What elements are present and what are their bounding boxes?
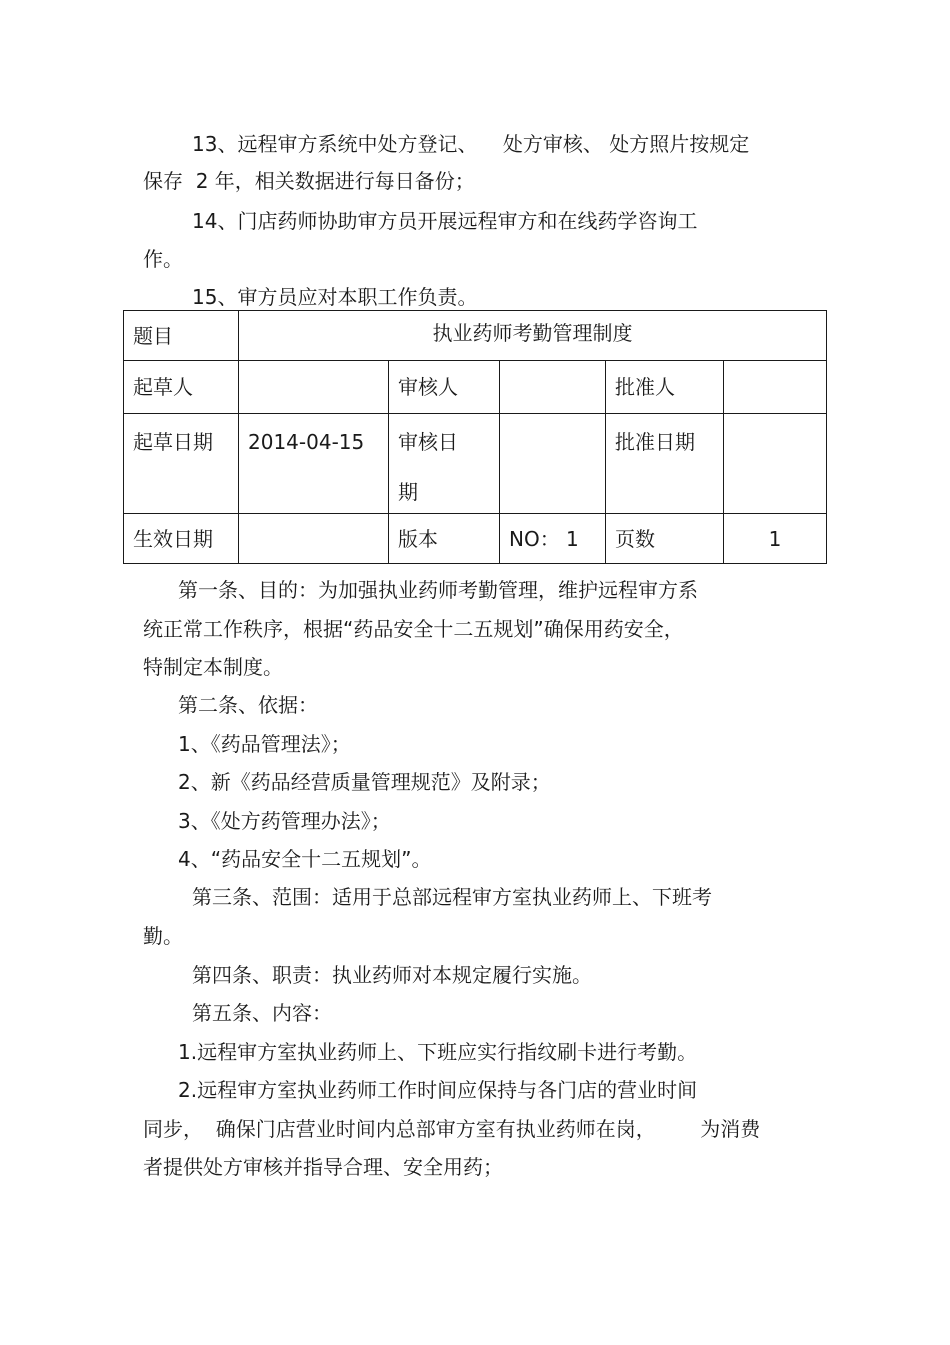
- basis-item-3: 3、《处方药管理办法》；: [178, 809, 391, 833]
- version-value-cell: NO： 1: [500, 514, 606, 564]
- content-item-2-line-1: 2.远程审方室执业药师工作时间应保持与各门店的营业时间: [178, 1078, 698, 1102]
- table-row-dates: [124, 414, 827, 514]
- draft-date-label-cell: 起草日期: [124, 414, 239, 514]
- article-1-line-1: 第一条、目的：为加强执业药师考勤管理，维护远程审方系: [178, 578, 698, 602]
- draft-date-value-cell: 2014-04-15: [239, 414, 389, 514]
- pages-label-cell: 页数: [606, 514, 724, 564]
- content-item-1: 1.远程审方室执业药师上、下班应实行指纹刷卡进行考勤。: [178, 1040, 698, 1064]
- article-1-line-2: 统正常工作秩序，根据“药品安全十二五规划”确保用药安全，: [143, 617, 684, 641]
- article-4: 第四条、职责：执业药师对本规定履行实施。: [192, 963, 592, 987]
- effective-date-label-cell: 生效日期: [124, 514, 239, 564]
- article-5-heading: 第五条、内容：: [192, 1001, 332, 1025]
- title-label-cell: 题目: [124, 311, 239, 361]
- article-2-heading: 第二条、依据：: [178, 693, 318, 717]
- table-row-title: [124, 311, 827, 361]
- approve-date-value-cell: [724, 414, 827, 514]
- basis-item-2: 2、新《药品经营质量管理规范》及附录；: [178, 770, 551, 794]
- drafter-value-cell: [239, 361, 389, 414]
- content-item-2-line-2: 同步， 确保门店营业时间内总部审方室有执业药师在岗， 为消费: [143, 1117, 761, 1141]
- basis-item-1: 1、《药品管理法》；: [178, 732, 351, 756]
- document-info-table: [123, 310, 827, 564]
- intro-line-3: 14、门店药师协助审方员开展远程审方和在线药学咨询工: [192, 209, 698, 233]
- review-date-value-cell: [500, 414, 606, 514]
- review-date-label-cell: 审核日 期: [389, 414, 500, 514]
- pages-value-cell: 1: [724, 514, 827, 564]
- article-3-line-2: 勤。: [143, 924, 183, 948]
- intro-line-5: 15、审方员应对本职工作负责。: [192, 285, 478, 309]
- reviewer-label-cell: 审核人: [389, 361, 500, 414]
- title-value-cell: 执业药师考勤管理制度: [239, 311, 827, 361]
- approve-date-label-cell: 批准日期: [606, 414, 724, 514]
- article-3-line-1: 第三条、范围：适用于总部远程审方室执业药师上、下班考: [192, 885, 712, 909]
- approver-label-cell: 批准人: [606, 361, 724, 414]
- table-row-version: [124, 514, 827, 564]
- table-row-people: [124, 361, 827, 414]
- article-1-line-3: 特制定本制度。: [143, 655, 283, 679]
- reviewer-value-cell: [500, 361, 606, 414]
- drafter-label-cell: 起草人: [124, 361, 239, 414]
- effective-date-value-cell: [239, 514, 389, 564]
- content-item-2-line-3: 者提供处方审核并指导合理、安全用药；: [143, 1155, 503, 1179]
- intro-line-1: 13、远程审方系统中处方登记、 处方审核、 处方照片按规定: [192, 132, 750, 156]
- basis-item-4: 4、“药品安全十二五规划”。: [178, 847, 432, 871]
- intro-line-4: 作。: [143, 247, 183, 271]
- intro-line-2: 保存 2 年，相关数据进行每日备份；: [143, 169, 475, 193]
- version-label-cell: 版本: [389, 514, 500, 564]
- approver-value-cell: [724, 361, 827, 414]
